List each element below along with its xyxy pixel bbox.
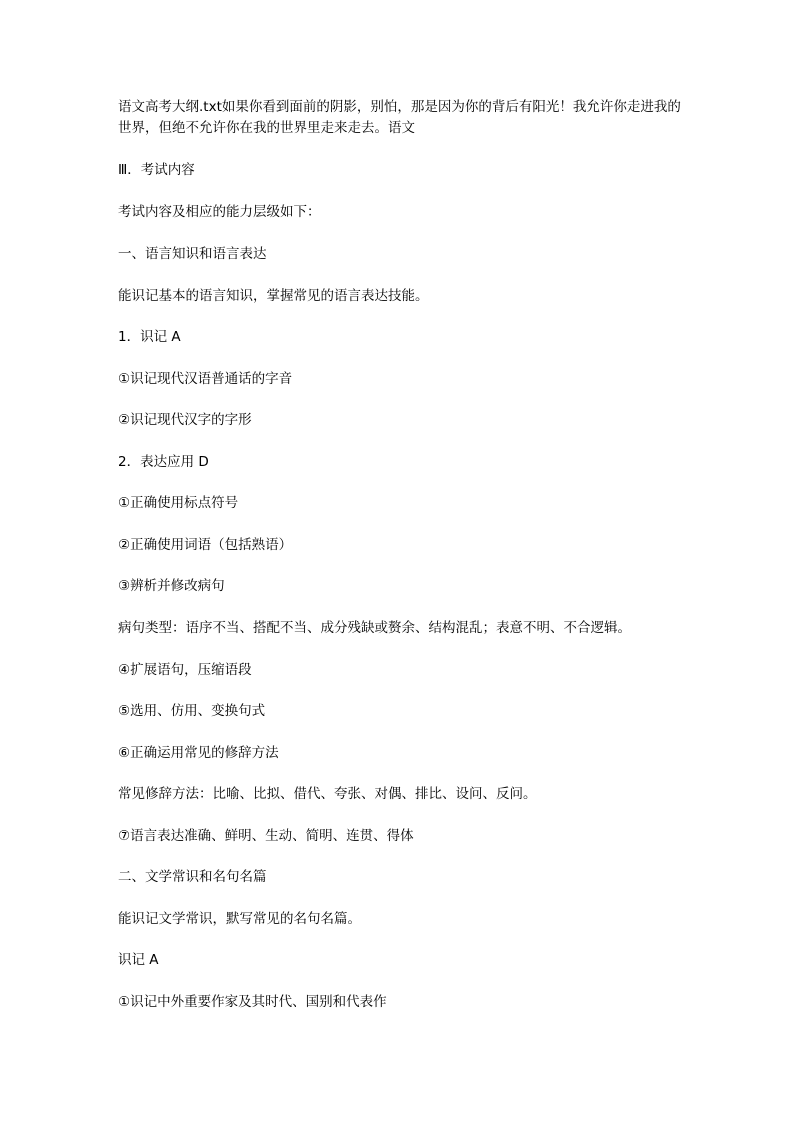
list-item: 2．表达应用 D bbox=[118, 454, 209, 470]
paragraph: 能识记文学常识，默写常见的名句名篇。 bbox=[118, 911, 361, 927]
section-heading: 一、语言知识和语言表达 bbox=[118, 246, 267, 262]
list-item: ⑤选用、仿用、变换句式 bbox=[118, 703, 266, 719]
paragraph: 常见修辞方法：比喻、比拟、借代、夸张、对偶、排比、设问、反问。 bbox=[118, 786, 537, 802]
list-item: ②识记现代汉字的字形 bbox=[118, 412, 252, 428]
section-heading: 二、文学常识和名句名篇 bbox=[118, 869, 267, 885]
list-item: ⑦语言表达准确、鲜明、生动、简明、连贯、得体 bbox=[118, 828, 414, 844]
list-item: ②正确使用词语（包括熟语） bbox=[118, 537, 293, 553]
list-item: 识记 A bbox=[118, 952, 159, 968]
list-item: ①识记中外重要作家及其时代、国别和代表作 bbox=[118, 994, 387, 1010]
list-item: ⑥正确运用常见的修辞方法 bbox=[118, 745, 279, 761]
paragraph: 考试内容及相应的能力层级如下： bbox=[118, 204, 321, 220]
paragraph: 病句类型：语序不当、搭配不当、成分残缺或赘余、结构混乱；表意不明、不合逻辑。 bbox=[118, 620, 631, 636]
paragraph: 能识记基本的语言知识，掌握常见的语言表达技能。 bbox=[118, 288, 429, 304]
list-item: ③辨析并修改病句 bbox=[118, 578, 225, 594]
list-item: ④扩展语句，压缩语段 bbox=[118, 662, 252, 678]
intro-paragraph: 语文高考大纲.txt如果你看到面前的阴影，别怕，那是因为你的背后有阳光！我允许你走进我的世界，但绝不允许你在我的世界里走来走去。语文 bbox=[118, 99, 681, 136]
list-item: ①识记现代汉语普通话的字音 bbox=[118, 371, 293, 387]
list-item: ①正确使用标点符号 bbox=[118, 495, 239, 511]
section-heading-exam-content: Ⅲ．考试内容 bbox=[118, 162, 195, 178]
list-item: 1．识记 A bbox=[118, 329, 181, 345]
